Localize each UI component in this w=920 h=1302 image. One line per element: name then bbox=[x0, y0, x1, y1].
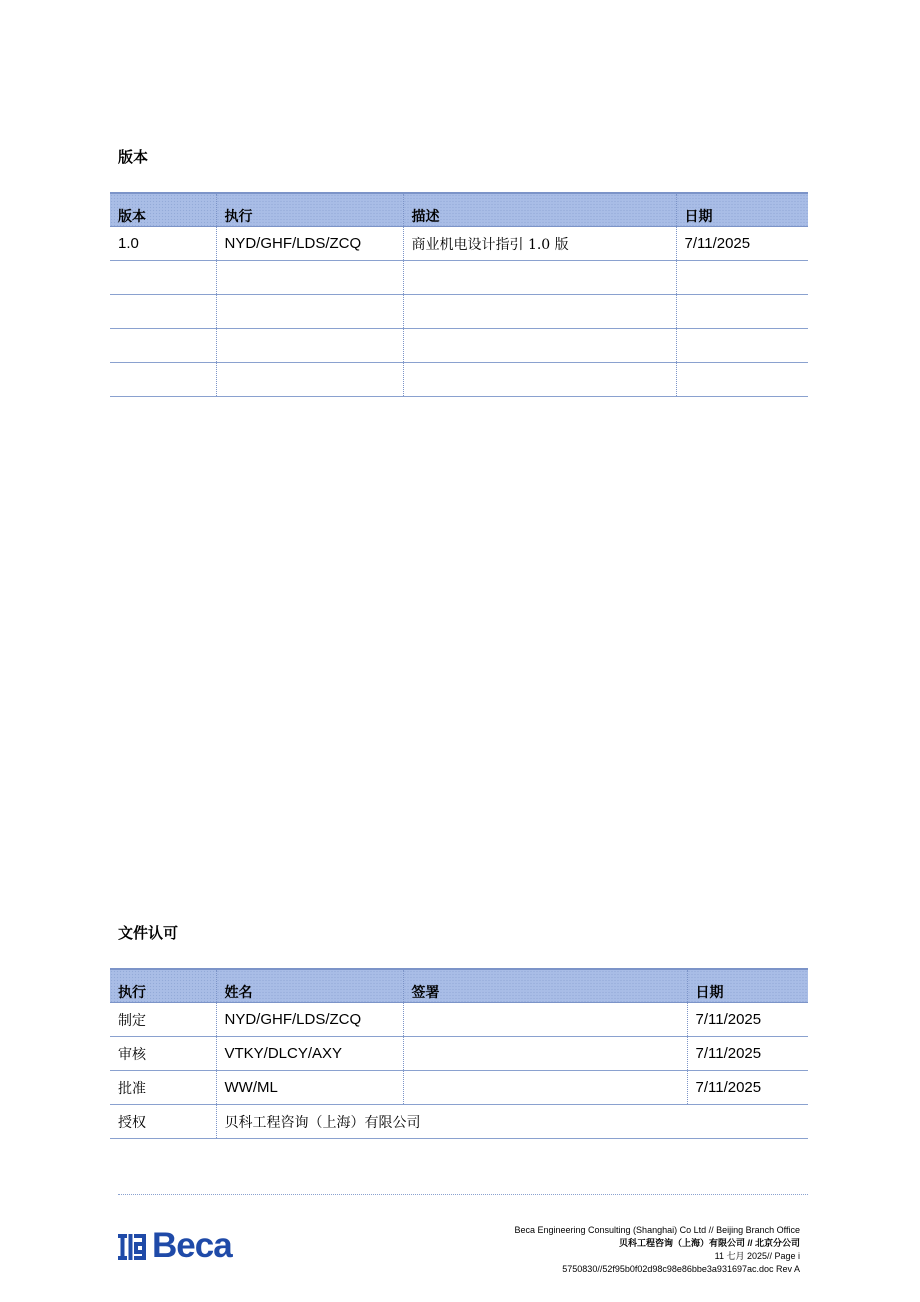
cell-signature bbox=[403, 1003, 687, 1037]
beca-logo bbox=[118, 1228, 232, 1263]
table-row bbox=[110, 1003, 808, 1037]
footer-info bbox=[514, 1224, 800, 1276]
footer-date-page: 11 七月 2025// Page i bbox=[714, 1251, 800, 1261]
cell-version: 1.0 bbox=[110, 227, 216, 261]
cell-date bbox=[676, 329, 808, 363]
cell-role: 审核 bbox=[110, 1037, 216, 1071]
cell-role: 制定 bbox=[110, 1003, 216, 1037]
footer-company-cn: 贝科工程咨询（上海）有限公司 // 北京分公司 bbox=[618, 1238, 800, 1248]
cell-date: 7/11/2025 bbox=[687, 1037, 808, 1071]
column-header-role: 执行 bbox=[110, 969, 216, 1003]
footer-divider bbox=[118, 1194, 808, 1195]
table-row bbox=[110, 363, 808, 397]
cell-name: NYD/GHF/LDS/ZCQ bbox=[216, 1003, 403, 1037]
column-header-signature: 签署 bbox=[403, 969, 687, 1003]
table-row bbox=[110, 227, 808, 261]
beca-logo-text: Beca bbox=[152, 1226, 232, 1265]
cell-date: 7/11/2025 bbox=[687, 1003, 808, 1037]
table-header-row bbox=[110, 969, 808, 1003]
column-header-date: 日期 bbox=[676, 193, 808, 227]
cell-name: VTKY/DLCY/AXY bbox=[216, 1037, 403, 1071]
column-header-description: 描述 bbox=[403, 193, 676, 227]
table-header-row bbox=[110, 193, 808, 227]
table-row bbox=[110, 295, 808, 329]
cell-executor bbox=[216, 363, 403, 397]
cell-role: 批准 bbox=[110, 1071, 216, 1105]
cell-executor bbox=[216, 295, 403, 329]
table-row bbox=[110, 1105, 808, 1139]
table-row bbox=[110, 261, 808, 295]
cell-description bbox=[403, 329, 676, 363]
cell-executor bbox=[216, 261, 403, 295]
cell-description bbox=[403, 295, 676, 329]
cell-version bbox=[110, 329, 216, 363]
authorized-label: 授权 bbox=[110, 1105, 216, 1139]
column-header-date: 日期 bbox=[687, 969, 808, 1003]
cell-description bbox=[403, 363, 676, 397]
cell-version bbox=[110, 295, 216, 329]
cell-version bbox=[110, 363, 216, 397]
table-row bbox=[110, 1071, 808, 1105]
approval-section-title: 文件认可 bbox=[118, 925, 179, 942]
cell-version bbox=[110, 261, 216, 295]
cell-date: 7/11/2025 bbox=[687, 1071, 808, 1105]
cell-executor: NYD/GHF/LDS/ZCQ bbox=[216, 227, 403, 261]
version-section-title: 版本 bbox=[118, 149, 149, 166]
authorized-value: 贝科工程咨询（上海）有限公司 bbox=[216, 1105, 808, 1139]
cell-date bbox=[676, 295, 808, 329]
cell-name: WW/ML bbox=[216, 1071, 403, 1105]
cell-date bbox=[676, 261, 808, 295]
cell-description bbox=[403, 261, 676, 295]
cell-signature bbox=[403, 1037, 687, 1071]
column-header-name: 姓名 bbox=[216, 969, 403, 1003]
beca-logo-mark-icon bbox=[118, 1231, 148, 1261]
table-row bbox=[110, 329, 808, 363]
table-row bbox=[110, 1037, 808, 1071]
cell-description: 商业机电设计指引 1.0 版 bbox=[403, 227, 676, 261]
column-header-executor: 执行 bbox=[216, 193, 403, 227]
cell-executor bbox=[216, 329, 403, 363]
cell-date bbox=[676, 363, 808, 397]
footer-doc-ref: 5750830//52f95b0f02d98c98e86bbe3a931697ac.doc Rev A bbox=[562, 1264, 800, 1274]
cell-date: 7/11/2025 bbox=[676, 227, 808, 261]
cell-signature bbox=[403, 1071, 687, 1105]
approval-table bbox=[110, 968, 808, 1139]
column-header-version: 版本 bbox=[110, 193, 216, 227]
version-table bbox=[110, 192, 808, 397]
footer-company-en: Beca Engineering Consulting (Shanghai) Co Ltd // Beijing Branch Office bbox=[514, 1225, 800, 1235]
